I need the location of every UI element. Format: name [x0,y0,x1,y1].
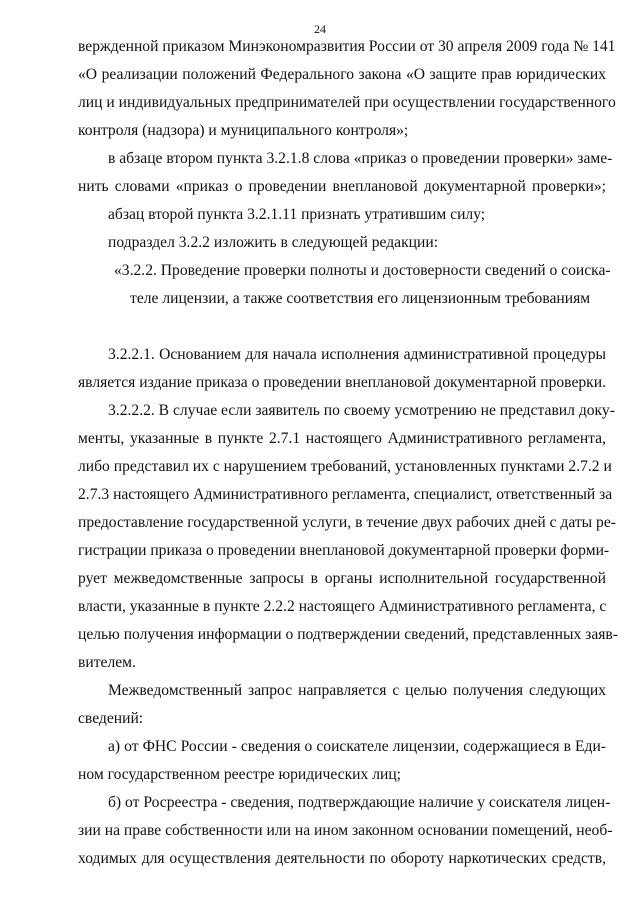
text-line: является издание приказа о проведении внеплановой документарной проверки. [78,374,606,391]
text-line: а) от ФНС России - сведения о соискателе лицензии, содержащиеся в Еди- [108,738,606,755]
text-line: подраздел 3.2.2 изложить в следующей редакции: [108,234,439,251]
text-line: «О реализации положений Федерального закона «О защите прав юридических [78,66,606,83]
text-line: б) от Росреестра - сведения, подтверждающие наличие у соискателя лицен- [108,794,611,811]
text-line: Межведомственный запрос направляется с целью получения следующих [108,682,606,699]
text-line: ном государственном реестре юридических лиц; [78,766,402,783]
section-heading-line: теле лицензии, а также соответствия его лицензионным требованиям [130,290,591,307]
text-line: 3.2.2.2. В случае если заявитель по своему усмотрению не представил доку- [108,402,615,419]
text-line: 2.7.3 настоящего Административного регламента, специалист, ответственный за [78,486,613,503]
text-line: рует межведомственные запросы в органы исполнительной государственной [78,570,606,587]
text-line: менты, указанные в пункте 2.7.1 настоящего Административного регламента, [78,430,606,447]
text-line: власти, указанные в пункте 2.2.2 настоящего Административного регламента, с [78,598,607,615]
text-line: лиц и индивидуальных предпринимателей при осуществлении государственного [78,94,616,111]
text-line: гистрации приказа о проведении внеплановой документарной проверки форми- [78,542,610,559]
text-line: 3.2.2.1. Основанием для начала исполнения административной процедуры [108,346,606,363]
text-line: либо представил их с нарушением требований, установленных пунктами 2.7.2 и [78,458,612,475]
text-line: целью получения информации о подтверждении сведений, представленных заяв- [78,626,618,643]
text-line: абзац второй пункта 3.2.1.11 признать утратившим силу; [108,206,486,223]
text-line: зии на праве собственности или на ином законном основании помещений, необ- [78,822,613,839]
text-line: вителем. [78,654,136,671]
text-line: контроля (надзора) и муниципального контроля»; [78,122,409,139]
text-line: предоставление государственной услуги, в течение двух рабочих дней с даты ре- [78,514,616,531]
text-line: сведений: [78,710,144,727]
text-line: ходимых для осуществления деятельности по обороту наркотических средств, [78,850,606,867]
section-heading-line: «3.2.2. Проведение проверки полноты и достоверности сведений о соиска- [114,262,611,279]
text-line: вержденной приказом Минэкономразвития России от 30 апреля 2009 года № 141 [78,38,616,55]
page-number: 24 [314,22,326,36]
text-line: в абзаце втором пункта 3.2.1.8 слова «приказ о проведении проверки» заме- [108,150,613,167]
text-line: нить словами «приказ о проведении внеплановой документарной проверки»; [78,178,606,195]
